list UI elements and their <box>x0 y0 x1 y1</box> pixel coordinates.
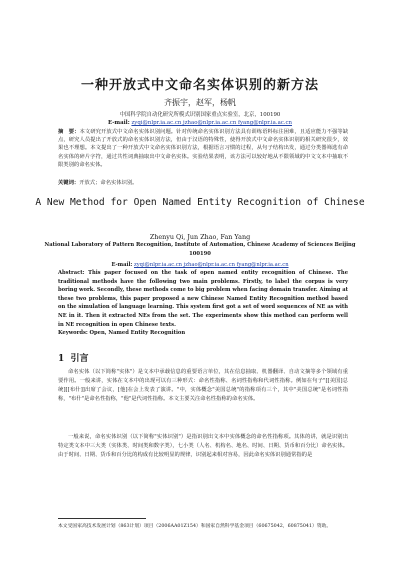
english-keywords <box>58 330 348 336</box>
english-postcode: 100190 <box>189 251 211 257</box>
chinese-authors: 齐振宇，赵军，杨帆 <box>164 98 236 107</box>
chinese-email-line <box>30 120 370 126</box>
chinese-affiliation: 中国科学院自动化研究所模式识别国家重点实验室，北京，100190 <box>119 112 281 118</box>
abstract-label: Abstract: <box>58 270 85 276</box>
email-label: E-mail: <box>111 262 133 268</box>
footnote: 本文受国家高技术发展计划（863计划）项目（2006AA01Z154）和国家自然科学基金项目（60675042，60875041）资助。 <box>58 524 332 529</box>
email-link[interactable]: zyqi@nlpr.ia.ac.cn jzhao@nlpr.ia.ac.cn fyang@nlpr.ia.ac.cn <box>131 120 293 126</box>
keywords-label: Keywords: <box>58 330 88 336</box>
chinese-abstract <box>58 128 348 169</box>
abstract-label: 摘 要： <box>58 129 80 135</box>
keywords-label: 关键词： <box>58 180 80 186</box>
section-title: 引言 <box>70 354 89 364</box>
chinese-title: 一种开放式中文命名实体识别的新方法 <box>80 78 319 93</box>
footnote-divider <box>58 518 146 519</box>
english-affiliation: National Laboratory of Pattern Recognition, Institute of Automation, Chinese Academy of Sciences Beijing <box>44 242 356 248</box>
email-link[interactable]: zyqi@nlpr.ia.ac.cn jzhao@nlpr.ia.ac.cn fyang@nlpr.ia.ac.cn <box>134 262 289 268</box>
english-abstract <box>58 269 348 329</box>
abstract-text: 本文研究开放式中文命名实体识别问题。针对传统命名实体识别方法具有训练语料标注困难，且适应能力不强等缺点，研究人员提出了开放式的命名实体识别方法，但由于汉语的特殊性，使得开放式中文命名实体识别的相关研究很少，效果也不理想。本文提出了一种开放式中文命名实体识别方法，根据语言习惯的过程，从句子结构出发，通过分类器筛选有命名实体的碎片字符，通过共性词典抽取出中文命名实体。实验结果表明，该方法可以较好地从不限领域的中文文本中抽取不限类别的命名实体。 <box>58 129 348 168</box>
abstract-text: This paper focused on the task of open named entity recognition of Chinese. The traditional methods have the following two main problems. Firstly, to label the corpus is very boring work. Secondly, these methods come to big problem when facing domain transfer. Aiming at these two problems, this paper proposed a new Chinese Named Entity Recognition method based on the simulation of language learning. This system first got a set of word sequences of NE as with NE in it. Then it extracted NEs from the set. The experiments show this method can perform well in NE recognition in open Chinese texts. <box>58 270 348 328</box>
keywords-text: 开放式；命名实体识别。 <box>79 180 138 186</box>
chinese-keywords <box>58 178 348 186</box>
english-authors: Zhenyu Qi, Jun Zhao, Fan Yang <box>149 233 251 241</box>
keywords-text: Open, Named Entity Recognition <box>89 330 186 336</box>
email-label: E-mail: <box>107 120 130 126</box>
body-paragraph: 一般来说，命名实体识别（以下简称"实体识别"）是指识别出文本中实体概念的命名性指称项。其体的讲，就是识别出特定类文本中三大类（实体类、时间类和数字类），七小类（人名、机构名、地名、时间、日期、货币和百分比）命名实体。由于时间、日期、货币和百分比的构成有比较明显的规律，识别起来相对容易，因此命名实体识别通常指的是 <box>58 434 348 459</box>
section-heading <box>58 351 89 364</box>
section-number: 1 <box>58 354 65 364</box>
body-paragraph: 命名实体（以下简称"实体"）是文本中承载信息的重要语言单位，其在信息抽取、机器翻译、自动文摘等多个领域有重要作用。一般来讲，实体在文本中的出现可以有三种形式：命名性指称、名词性指称和代词性指称。例如在句子"[[美国]总统][[布什]]出席了会议，[他]在会上发表了演讲。"中，实体概念"美国总统"的指称项有三个，其中"美国总统"是名词性指称，"布什"是命名性指称，"他"是代词性指称。本文主要关注命名性指称的命名实体。 <box>58 369 348 403</box>
english-title: A New Method for Open Named Entity Recognition of Chinese <box>35 197 365 208</box>
english-email-line <box>30 262 370 268</box>
